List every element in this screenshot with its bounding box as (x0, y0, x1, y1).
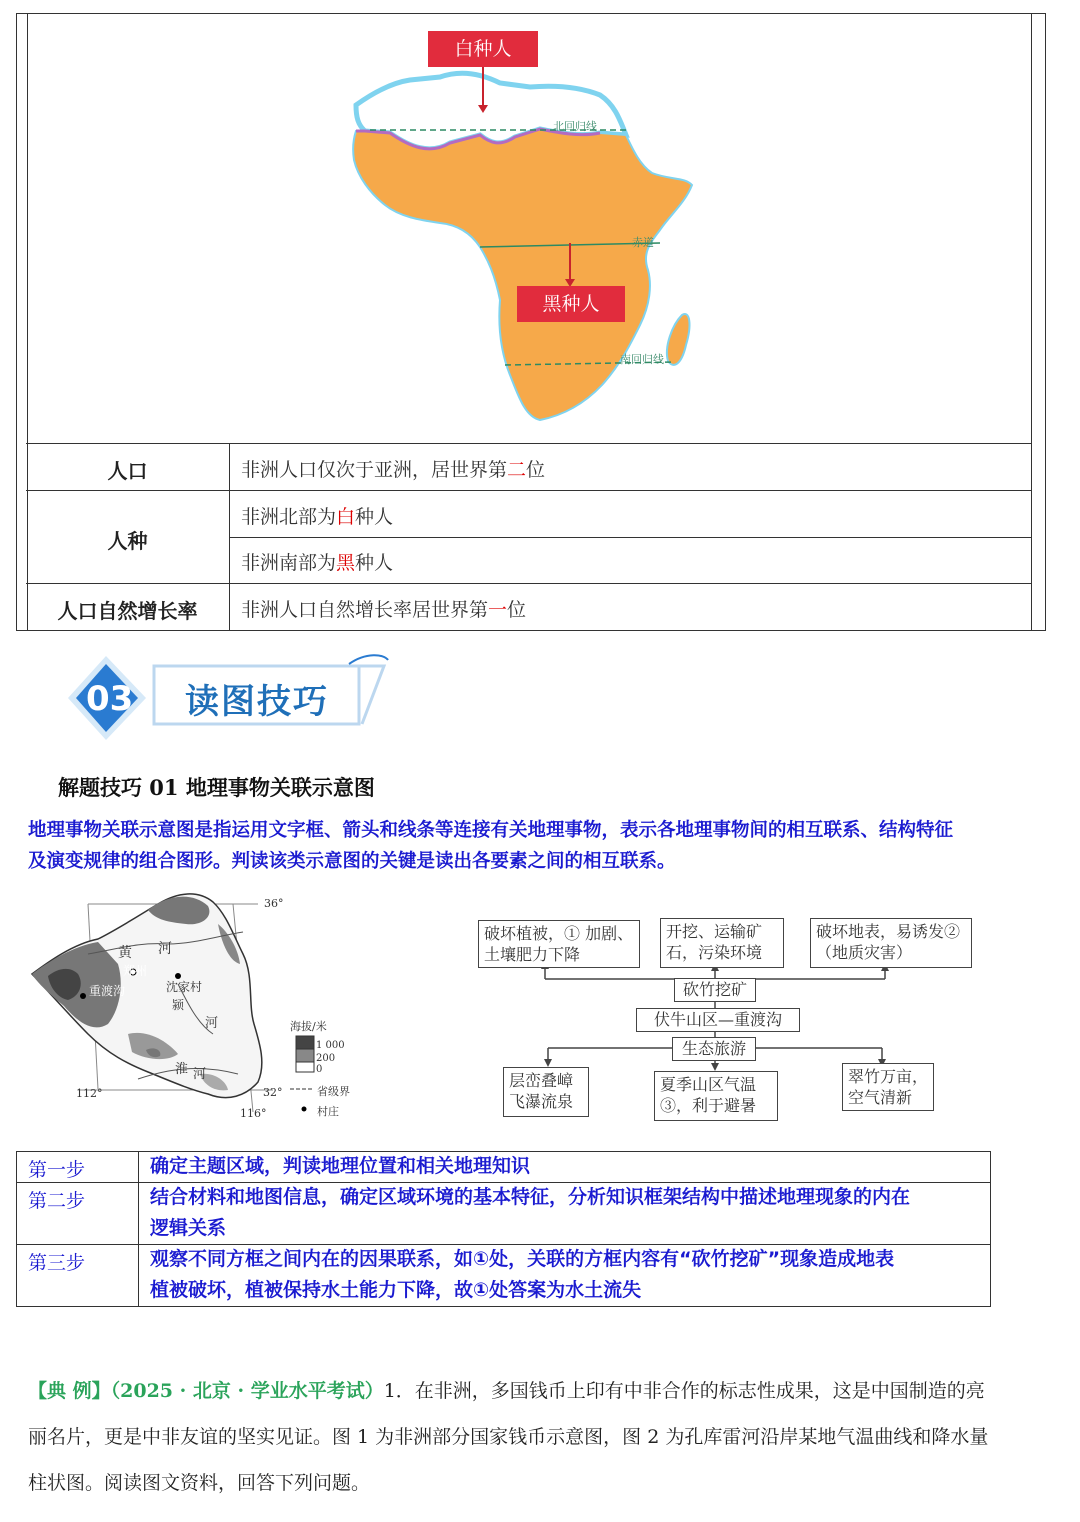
row-header-population: 人口 (107, 459, 148, 483)
table-divider (26, 583, 1031, 584)
skill-paragraph-line: 地理事物关联示意图是指运用文字框、箭头和线条等连接有关地理事物，表示各地理事物间的相互联系、结构特征 (28, 820, 954, 841)
label-lat-32: 32° (263, 1086, 283, 1099)
example-source: （2025 · 北京 · 学业水平考试） (110, 1380, 384, 1402)
diagram-center-tourism: 生态旅游 (672, 1037, 756, 1061)
label-he: 河 (205, 1016, 219, 1031)
diagram-box-climate: 夏季山区气温③，利于避暑 (654, 1071, 778, 1121)
step-text-line: 逻辑关系 (150, 1217, 227, 1239)
example-line-2: 丽名片，更是中非友谊的坚实见证。图 1 为非洲部分国家钱币示意图，图 2 为孔库雷河沿岸某地气温曲线和降水量 (28, 1426, 989, 1448)
label-lon-116: 116° (240, 1107, 267, 1120)
step-label: 第三步 (28, 1252, 86, 1274)
label-huang-he: 河 (158, 941, 172, 957)
label-huai: 淮 (175, 1062, 189, 1077)
label-white-race: 白种人 (428, 31, 538, 67)
row-text-race-south: 非洲南部为黑种人 (241, 552, 394, 574)
step-text-line: 观察不同方框之间内在的因果联系，如①处，关联的方框内容有“砍竹挖矿”现象造成地表 (150, 1248, 895, 1270)
table-divider (26, 490, 1031, 491)
label-shenjiacun: 沈家村 (166, 980, 203, 994)
legend-title: 海拔/米 (290, 1020, 327, 1033)
steps-col-divider (138, 1151, 139, 1307)
diagram-center-region: 伏牛山区—重渡沟 (636, 1008, 800, 1032)
section-number: 03 (86, 679, 134, 719)
legend-200: 200 (316, 1053, 336, 1064)
label-lon-112: 112° (76, 1087, 103, 1100)
legend-1000: 1 000 (316, 1040, 345, 1051)
diagram-center-cutting: 砍竹挖矿 (674, 978, 756, 1002)
row-text-growth: 非洲人口自然增长率居世界第一位 (241, 599, 527, 621)
diagram-box-ground: 破坏地表，易诱发②（地质灾害） (810, 918, 972, 968)
table-col-divider (229, 443, 230, 630)
label-huang: 黄 (118, 945, 132, 961)
step-label: 第二步 (28, 1190, 86, 1212)
south-africa-region (353, 129, 692, 420)
skill-paragraph (28, 815, 1058, 877)
step-text (150, 1244, 894, 1306)
label-zhengzhou: 郑州 (123, 964, 148, 978)
step-text-line: 植被破坏，植被保持水土能力下降，故①处答案为水土流失 (150, 1279, 642, 1301)
step-text-line: 结合材料和地图信息，确定区域环境的基本特征，分析知识框架结构中描述地理现象的内在 (150, 1186, 911, 1208)
label-equator: 赤道 (632, 236, 654, 249)
label-ying: 颍 (172, 998, 185, 1012)
step-text: 确定主题区域，判读地理位置和相关地理知识 (150, 1155, 531, 1177)
legend-0: 0 (316, 1064, 323, 1075)
label-tropic-south: 南回归线 (620, 353, 664, 366)
table-divider (229, 537, 1031, 538)
swirl (349, 655, 388, 664)
label-tropic-north: 北回归线 (553, 120, 597, 133)
label-black-race: 黑种人 (517, 286, 625, 322)
diagram-box-mining: 开挖、运输矿石，污染环境 (660, 918, 784, 968)
label-chongdugou: 重渡沟 (89, 984, 126, 998)
step-text (150, 1182, 910, 1244)
title-frame-tail (360, 666, 384, 724)
diagram-box-scenery: 层峦叠嶂飞瀑流泉 (503, 1067, 589, 1117)
row-text-population: 非洲人口仅次于亚洲，居世界第二位 (241, 459, 546, 481)
section-title: 读图技巧 (185, 682, 329, 722)
example-line-1 (28, 1368, 1058, 1414)
skill-paragraph-line: 及演变规律的组合图形。判读该类示意图的关键是读出各要素之间的相互联系。 (28, 851, 676, 872)
row-header-race: 人种 (107, 529, 148, 553)
label-lat-36: 36° (264, 897, 284, 910)
step-label: 第一步 (28, 1159, 86, 1181)
madagascar (667, 314, 690, 365)
legend-border: 省级界 (317, 1085, 350, 1098)
example-line-3: 柱状图。阅读图文资料，回答下列问题。 (28, 1472, 371, 1494)
diagram-box-bamboo: 翠竹万亩，空气清新 (842, 1063, 934, 1111)
example-tag: 【典 例】 (28, 1380, 111, 1402)
legend-village: 村庄 (317, 1105, 339, 1118)
row-header-growth: 人口自然增长率 (57, 599, 198, 623)
example-paragraph (28, 1368, 1058, 1506)
diagram-box-vegetation: 破坏植被，① 加剧、土壤肥力下降 (478, 920, 640, 968)
skill-heading: 解题技巧 01 地理事物关联示意图 (58, 775, 375, 800)
row-text-race-north: 非洲北部为白种人 (241, 506, 394, 528)
table-divider (26, 443, 1031, 444)
example-text: 1．在非洲，多国钱币上印有中非合作的标志性成果，这是中国制造的亮 (383, 1380, 985, 1402)
label-huai-he: 河 (193, 1067, 207, 1082)
